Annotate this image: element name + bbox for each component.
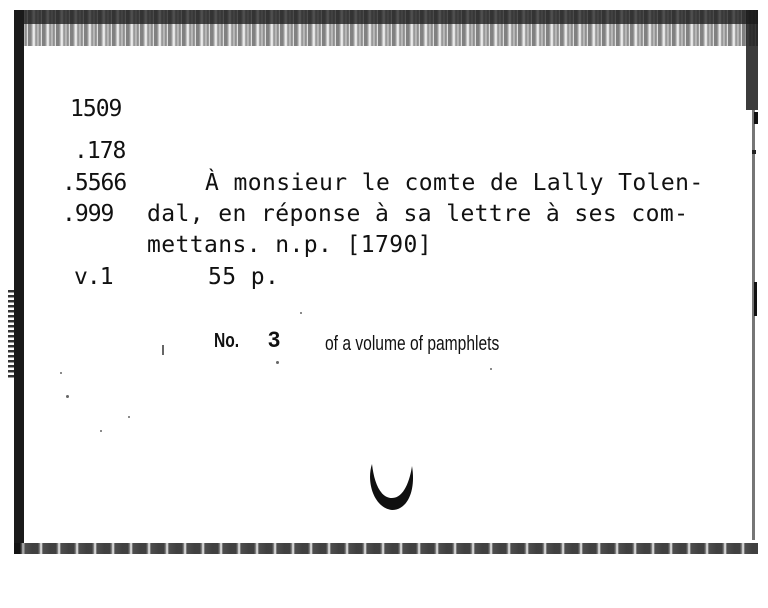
call-number-volume: v.1: [74, 264, 113, 290]
scan-speck: [300, 312, 302, 314]
card-left-border: [14, 10, 24, 554]
card-punch-mark: [366, 460, 416, 514]
title-line-1: À monsieur le comte de Lally Tolen-: [205, 170, 704, 196]
card-bottom-border: [14, 543, 758, 554]
scan-mark: [754, 282, 757, 316]
scan-speck: [66, 395, 69, 398]
note-volume-number: 3: [268, 327, 281, 352]
title-line-2: dal, en réponse à sa lettre à ses com-: [147, 201, 689, 227]
scan-speck: [276, 361, 279, 364]
scan-speck: [162, 345, 164, 355]
scan-speck: [128, 416, 130, 418]
call-number-cutter-1: .178: [74, 138, 126, 164]
pagination: 55 p.: [208, 264, 280, 290]
call-number-class: 1509: [70, 96, 122, 122]
call-number-cutter-2: .5566: [62, 170, 127, 196]
scan-speck: [100, 430, 102, 432]
scan-speck: [60, 372, 62, 374]
note-prefix: No.: [214, 330, 240, 352]
card-right-border: [746, 10, 758, 110]
title-line-3: mettans. n.p. [1790]: [147, 232, 432, 258]
scan-edge-mark: [8, 290, 14, 380]
card-top-edge: [14, 10, 758, 24]
scan-speck: [490, 368, 492, 370]
card-right-edge: [752, 110, 755, 540]
note-description: of a volume of pamphlets: [325, 333, 500, 355]
scan-speck: [752, 150, 756, 154]
scan-mark: [754, 112, 758, 124]
call-number-cutter-3: .999: [62, 201, 114, 227]
